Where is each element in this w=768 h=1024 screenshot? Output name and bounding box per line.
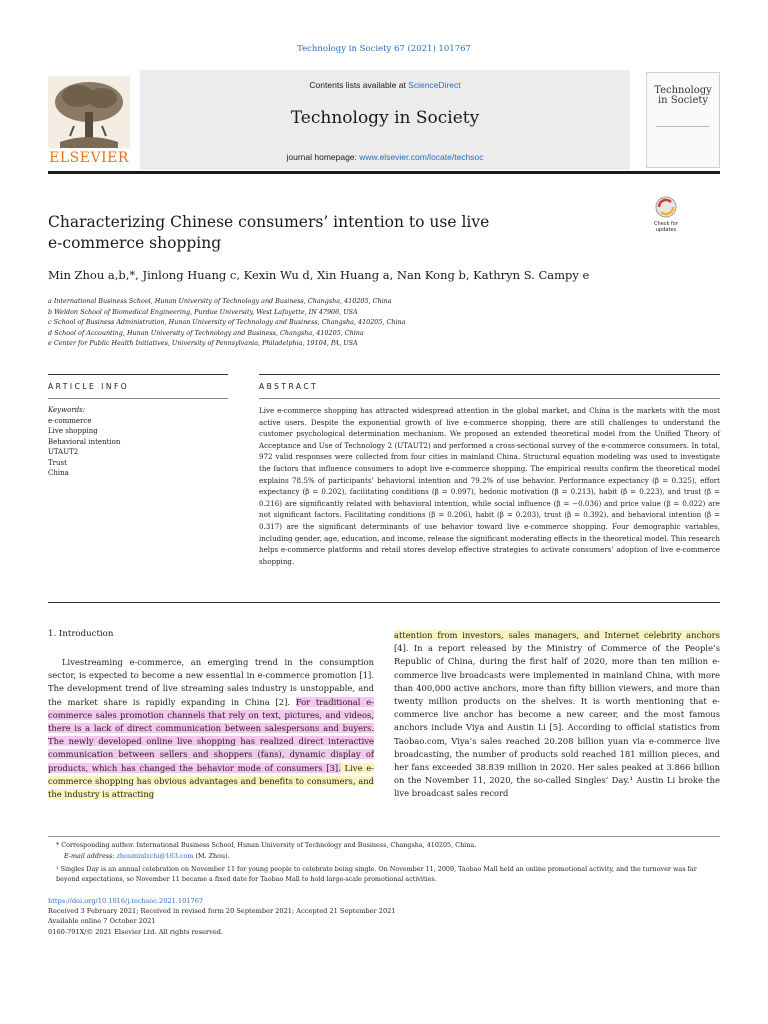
journal-homepage: [140, 152, 630, 162]
intro-heading: 1. Introduction: [48, 629, 114, 639]
intro-yellow-highlight: Live e-commerce shopping has obvious advantages and benefits to consumers, and the industry is attracting: [48, 762, 374, 800]
intro-right-text: [4]. In a report released by the Ministry of Commerce of the People’s Republic of China, during the first half of 2020, more than ten million e-commerce live broadcasts were implemented in mainland China, with more than 400,000 active anchors, more than fifty billion viewers, and more than twenty million products on the shelves. It is worth mentioning that e-commerce live anchor has become a new career, and the most famous anchors include Viya and Austin Li [5]. According to official statistics from Taobao.com, Viya’s sales reached 20.208 billion yuan via e-commerce live broadcasting, the number of products sold reached 181 million pieces, and her fans exceeded 38.839 million in 2020. Her sales peaked at 3.866 billion on the November 11, 2020, the so-called Singles’ Day.¹ Austin Li broke the live broadcast sales record: [394, 643, 720, 799]
cover-divider: [656, 126, 710, 127]
doi-link[interactable]: https://doi.org/10.1016/j.techsoc.2021.101767: [48, 897, 204, 905]
received-dates: Received 3 February 2021; Received in revised form 20 September 2021; Accepted 21 September 2021: [48, 907, 396, 916]
affiliation-item: b Weldon School of Biomedical Engineering, Purdue University, West Lafayette, IN 47906, USA: [48, 307, 358, 316]
abstract-end-rule: [48, 602, 720, 603]
keyword-item: Behavioral intention: [48, 437, 121, 446]
contents-line: [140, 80, 630, 90]
intro-left-column: [48, 656, 374, 801]
header-rule: [48, 171, 720, 174]
footnote-1: ¹ Singles Day is an annual celebration on November 11 for young people to celebrate being single. On November 11, 2009, Taobao Mall held an online promotional activity, and the turnover was far beyond expectations, so November 11 became a fixed date for Taobao Mall to hold large-scale promotional activities.: [56, 865, 697, 884]
footnote-email: [64, 851, 720, 861]
abstract-heading: ABSTRACT: [259, 382, 319, 391]
article-info-subrule: [48, 398, 228, 399]
article-info-rule: [48, 374, 228, 375]
abstract-rule: [259, 374, 720, 375]
author-list: Min Zhou a,b,*, Jinlong Huang c, Kexin Wu d, Xin Huang a, Nan Kong b, Kathryn S. Campy e: [48, 268, 590, 282]
affiliations: [48, 296, 728, 349]
article-info-heading: ARTICLE INFO: [48, 382, 130, 391]
keyword-item: China: [48, 469, 69, 477]
homepage-link[interactable]: www.elsevier.com/locate/techsoc: [359, 152, 484, 162]
check-updates-label: Check for updates: [654, 221, 678, 233]
intro-right-yellow-highlight: attention from investors, sales managers, and Internet celebrity anchors: [394, 630, 720, 640]
keyword-item: e-commerce: [48, 416, 92, 425]
check-updates-icon: [646, 196, 686, 218]
sciencedirect-link[interactable]: ScienceDirect: [408, 80, 461, 90]
article-title-line-1: Characterizing Chinese consumers’ intention to use live: [48, 213, 490, 231]
affiliation-item: c School of Business Administration, Hunan University of Technology and Business, Changsha, 410205, China: [48, 318, 406, 326]
affiliation-item: e Center for Public Health Initiatives, University of Pennsylvania, Philadelphia, 19104, PA, USA: [48, 339, 358, 347]
keyword-item: Trust: [48, 458, 67, 467]
email-suffix: (M. Zhou).: [193, 852, 230, 860]
intro-right-column: [394, 629, 720, 801]
keywords-label: Keywords:: [48, 406, 86, 414]
keyword-item: Live shopping: [48, 427, 98, 435]
article-title: [48, 212, 608, 254]
available-online: Available online 7 October 2021: [48, 917, 156, 926]
abstract-subrule: [259, 398, 720, 399]
copyright: 0160-791X/© 2021 Elsevier Ltd. All rights reserved.: [48, 927, 224, 936]
footnote-corresponding: * Corresponding author. International Business School, Hunan University of Technology and Business, Changsha, 410205, China.: [56, 841, 477, 849]
affiliation-item: a International Business School, Hunan University of Technology and Business, Changsha, 410205, China: [48, 297, 392, 305]
abstract-text: Live e-commerce shopping has attracted widespread attention in the global market, and China is the markets with the most active users. Despite the exponential growth of live e-commerce shopping, there are still challenges to understand the customer psychological determination mechanism. We proposed an extended theoretical model from the Unified Theory of Acceptance and Use of Technology 2 (UTAUT2) and performed a cross-sectional survey of the e-commerce consumers. In total, 972 valid responses were collected from four cities in mainland China. Structural equation modeling was used to investigate the factors that influence consumers to adopt live e-commerce shopping. The empirical results confirm the theoretical model explains 78.5% of participants’ behavioral intention and 79.2% of use behavior. Performance expectancy (β = 0.325), effort expectancy (β = 0.202), facilitating conditions (β = 0.097), hedonic motivation (β = 0.213), habit (β = 0.223), and trust (β = 0.216) are significantly related with behavioral intention, while social influence (β = −0.036) and price value (β = 0.022) are not significant factors. Facilitating conditions (β = 0.206), habit (β = 0.203), trust (β = 0.392), and behavioral intention (β = 0.317) are the significant determinants of use behavior toward live e-commerce shopping. Four demographic variables, including gender, age, education, and income, release the significant moderating effects in the theoretical model. This research helps e-commerce platforms and retail stores develop effective strategies to activate consumers’ adoption of live e-commerce shopping.: [259, 406, 720, 566]
cover-title: Technology in Society: [654, 85, 712, 106]
intro-paragraph-1: Livestreaming e-commerce, an emerging trend in the consumption sector, is expected to become a new essential in e-commerce promotion [1]. The development trend of live streaming sales industry is unstoppable, and the market share is rapidly expanding in China [2].: [48, 657, 374, 707]
email-label: E-mail address:: [64, 852, 117, 860]
article-footer: [48, 896, 720, 937]
email-link[interactable]: zhouminlzchi@163.com: [116, 852, 194, 860]
contents-prefix: Contents lists available at: [309, 80, 409, 90]
check-for-updates-badge[interactable]: [646, 196, 686, 233]
affiliation-item: d School of Accounting, Hunan University of Technology and Business, Changsha, 410205, China: [48, 328, 364, 337]
publisher-wordmark[interactable]: ELSEVIER: [49, 150, 129, 166]
intro-pink-highlight: For traditional e-commerce sales promotion channels that rely on text, pictures, and videos, there is a lack of direct communication between salespersons and buyers. The newly developed online live shopping has realized direct interactive communication between sellers and shoppers (fans), dynamic display of products, which has changed the behavior mode of consumers [3].: [48, 696, 374, 773]
footnote-rule: [48, 836, 720, 837]
article-title-line-2: e-commerce shopping: [48, 234, 222, 252]
keyword-item: UTAUT2: [48, 448, 79, 456]
keywords-block: [48, 405, 228, 479]
homepage-prefix: journal homepage:: [286, 152, 360, 162]
journal-citation[interactable]: Technology in Society 67 (2021) 101767: [297, 44, 471, 54]
journal-title: Technology in Society: [290, 108, 480, 128]
